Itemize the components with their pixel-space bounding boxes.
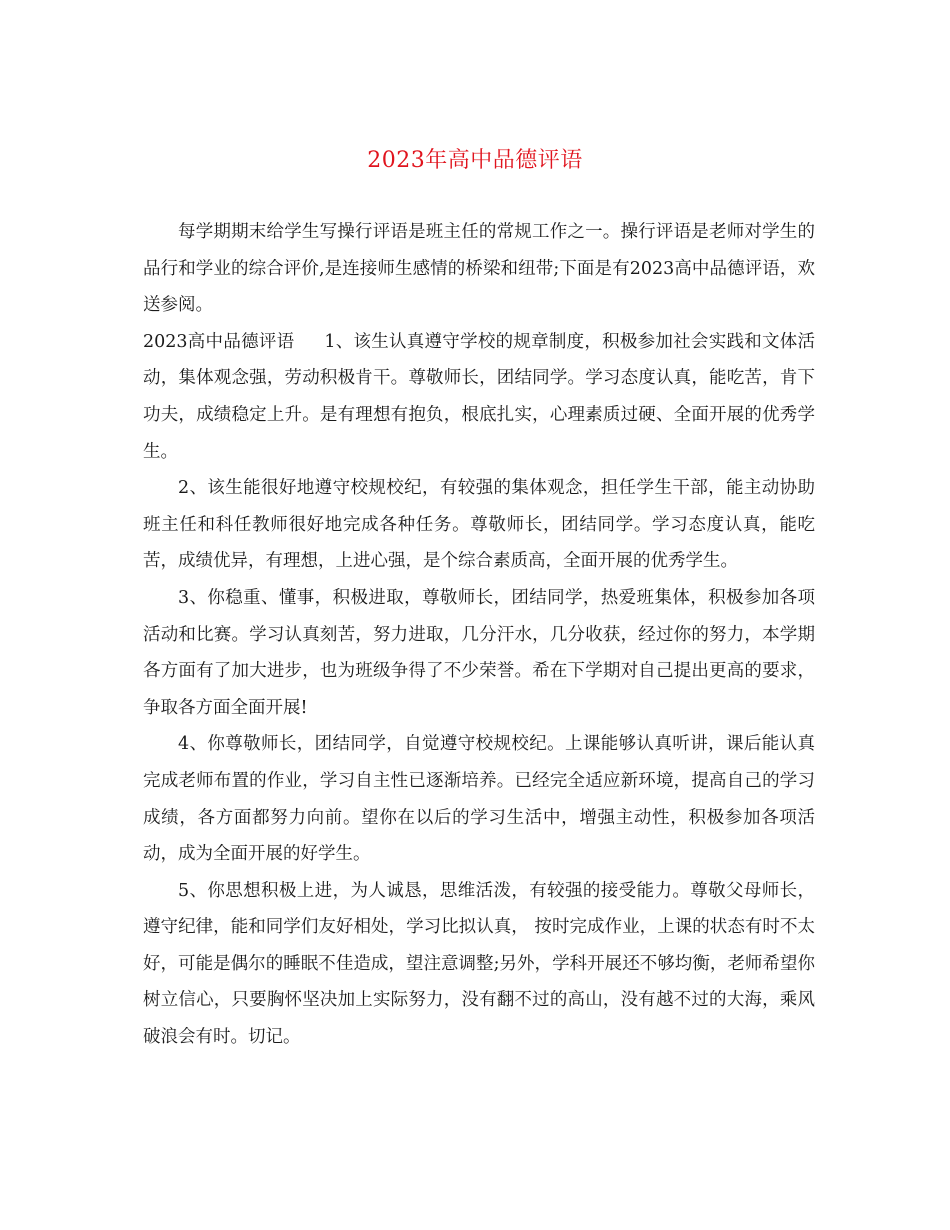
comment-paragraph-5: 5、你思想积极上进，为人诚恳，思维活泼，有较强的接受能力。尊敬父母师长，遵守纪律，能和同学们友好相处，学习比拟认真， 按时完成作业，上课的状态有时不太好，可能是偶尔的睡眠不佳造成，望注意调整;另外，学科开展还不够均衡，老师希望你树立信心，只要胸怀坚决加上实际努力，没有翻不过的高山，没有越不过的大海，乘风破浪会有时。切记。 [143,880,815,1048]
comment-paragraph-4: 4、你尊敬师长，团结同学，自觉遵守校规校纪。上课能够认真听讲，课后能认真完成老师布置的作业，学习自主性已逐渐培养。已经完全适应新环境，提高自己的学习成绩，各方面都努力向前。望你在以后的学习生活中，增强主动性，积极参加各项活动，成为全面开展的好学生。 [143,734,815,865]
document-title: 2023年高中品德评语 [367,148,583,173]
section-label: 2023高中品德评语 [143,331,295,352]
comment-paragraph-3: 3、你稳重、懂事，积极进取，尊敬师长，团结同学，热爱班集体，积极参加各项活动和比赛。学习认真刻苦，努力进取，几分汗水，几分收获，经过你的努力，本学期各方面有了加大进步，也为班级争得了不少荣誉。希在下学期对自己提出更高的要求，争取各方面全面开展! [143,587,815,718]
comment-paragraph-2: 2、该生能很好地遵守校规校纪，有较强的集体观念，担任学生干部，能主动协助班主任和科任教师很好地完成各种任务。尊敬师长，团结同学。学习态度认真，能吃苦，成绩优异，有理想，上进心强，是个综合素质高，全面开展的优秀学生。 [143,478,815,572]
comment-1-text: 1、该生认真遵守学校的规章制度，积极参加社会实践和文体活动，集体观念强，劳动积极肯干。尊敬师长，团结同学。学习态度认真，能吃苦，肯下功夫，成绩稳定上升。是有理想有抱负，根底扎实，心理素质过硬、全面开展的优秀学生。 [143,331,815,462]
document-body [143,214,815,1056]
intro-paragraph: 每学期期末给学生写操行评语是班主任的常规工作之一。操行评语是老师对学生的品行和学业的综合评价,是连接师生感情的桥梁和纽带;下面是有2023高中品德评语，欢送参阅。 [143,222,815,316]
comment-paragraph-1 [143,324,815,470]
